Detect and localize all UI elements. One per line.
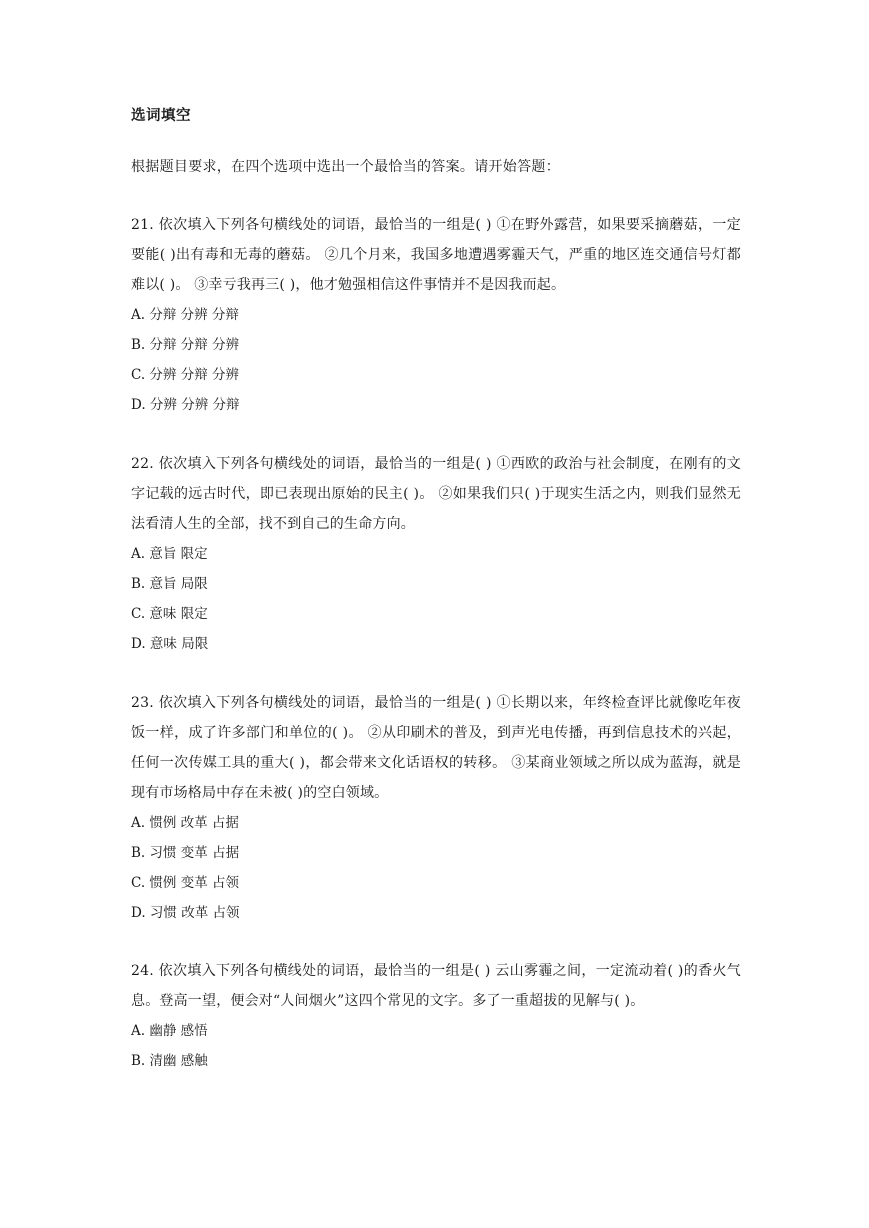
- option-d: D. 分辨 分辨 分辩: [131, 397, 240, 413]
- option-a: A. 惯例 改革 占据: [131, 815, 239, 831]
- option-a: A. 幽静 感悟: [131, 1023, 208, 1039]
- question-24: [131, 956, 741, 1076]
- option-a: A. 意旨 限定: [131, 546, 208, 562]
- question-stem: 23. 依次填入下列各句横线处的词语，最恰当的一组是( ) ①长期以来，年终检查评比就像吃年夜饭一样，成了许多部门和单位的( )。 ②从印刷术的普及，到声光电传播，再到信息技术的兴起，任何一次传媒工具的重大( )，都会带来文化话语权的转移。 ③某商业领域之所以成为蓝海，就是现有市场格局中存在未被( )的空白领域。: [131, 695, 741, 801]
- option-d: D. 习惯 改革 占领: [131, 905, 240, 921]
- option-b: B. 意旨 局限: [131, 576, 208, 592]
- question-stem: 22. 依次填入下列各句横线处的词语，最恰当的一组是( ) ①西欧的政治与社会制度，在刚有的文字记载的远古时代，即已表现出原始的民主( )。 ②如果我们只( )于现实生活之内，则我们显然无法看清人生的全部，找不到自己的生命方向。: [131, 456, 741, 532]
- question-stem: 24. 依次填入下列各句横线处的词语，最恰当的一组是( ) 云山雾霾之间，一定流动着( )的香火气息。登高一望，便会对“人间烟火”这四个常见的文字。多了一重超拔的见解与( )。: [131, 963, 741, 1009]
- option-c: C. 分辨 分辩 分辨: [131, 367, 240, 383]
- option-b: B. 习惯 变革 占据: [131, 845, 240, 861]
- option-c: C. 惯例 变革 占领: [131, 875, 240, 891]
- option-d: D. 意味 局限: [131, 636, 209, 652]
- section-title: 选词填空: [131, 108, 191, 124]
- option-a: A. 分辩 分辨 分辩: [131, 307, 239, 323]
- question-21: [131, 210, 741, 420]
- instruction-text: 根据题目要求，在四个选项中选出一个最恰当的答案。请开始答题：: [131, 159, 560, 175]
- option-b: B. 清幽 感触: [131, 1053, 208, 1069]
- question-23: [131, 688, 741, 928]
- option-b: B. 分辩 分辩 分辨: [131, 337, 240, 353]
- question-stem: 21. 依次填入下列各句横线处的词语，最恰当的一组是( ) ①在野外露营，如果要采摘蘑菇，一定要能( )出有毒和无毒的蘑菇。 ②几个月来，我国多地遭遇雾霾天气，严重的地区连交通信号灯都难以( )。 ③幸亏我再三( )，他才勉强相信这件事情并不是因我而起。: [131, 217, 741, 293]
- question-22: [131, 449, 741, 659]
- option-c: C. 意味 限定: [131, 606, 208, 622]
